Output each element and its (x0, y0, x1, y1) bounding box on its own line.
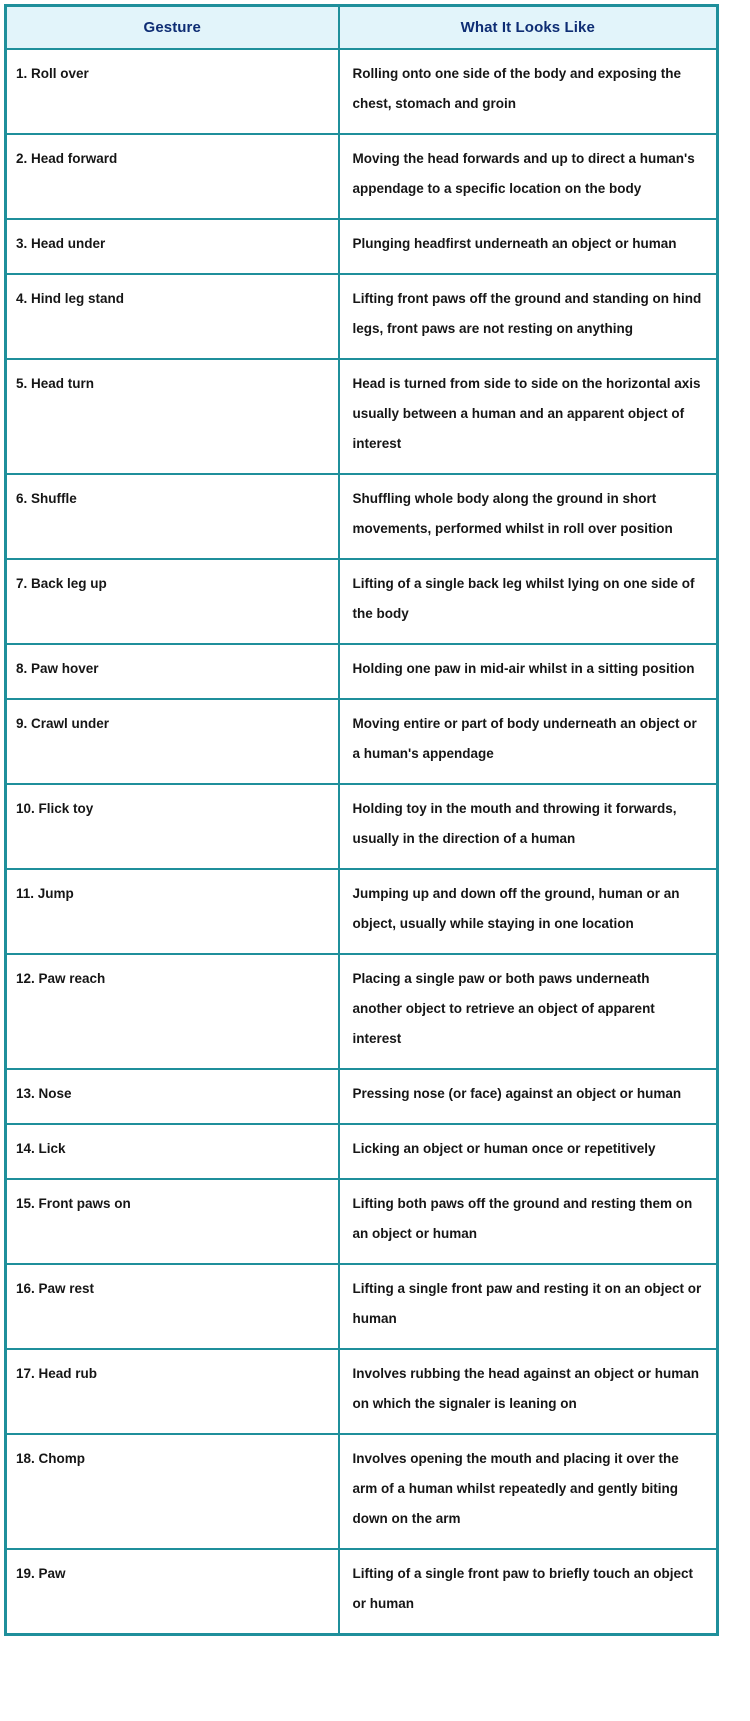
cell-description: Lifting of a single front paw to briefly touch an object or human (339, 1549, 718, 1635)
table-row (6, 474, 718, 559)
cell-gesture: 18. Chomp (6, 1434, 339, 1549)
table-row (6, 869, 718, 954)
table-body (6, 49, 718, 1635)
table-row (6, 1349, 718, 1434)
cell-gesture: 2. Head forward (6, 134, 339, 219)
cell-gesture: 4. Hind leg stand (6, 274, 339, 359)
cell-description: Lifting of a single back leg whilst lying on one side of the body (339, 559, 718, 644)
column-header-gesture: Gesture (6, 6, 339, 50)
cell-description: Licking an object or human once or repetitively (339, 1124, 718, 1179)
cell-gesture: 19. Paw (6, 1549, 339, 1635)
table-header-row (6, 6, 718, 50)
cell-gesture: 11. Jump (6, 869, 339, 954)
cell-gesture: 15. Front paws on (6, 1179, 339, 1264)
cell-description: Holding toy in the mouth and throwing it forwards, usually in the direction of a human (339, 784, 718, 869)
table-header (6, 6, 718, 50)
table-row (6, 954, 718, 1069)
column-header-description: What It Looks Like (339, 6, 718, 50)
cell-gesture: 5. Head turn (6, 359, 339, 474)
cell-description: Lifting both paws off the ground and resting them on an object or human (339, 1179, 718, 1264)
table-row (6, 49, 718, 134)
cell-gesture: 10. Flick toy (6, 784, 339, 869)
table-row (6, 644, 718, 699)
cell-description: Jumping up and down off the ground, human or an object, usually while staying in one location (339, 869, 718, 954)
table-row (6, 784, 718, 869)
cell-description: Head is turned from side to side on the horizontal axis usually between a human and an apparent object of interest (339, 359, 718, 474)
cell-gesture: 13. Nose (6, 1069, 339, 1124)
cell-description: Shuffling whole body along the ground in short movements, performed whilst in roll over position (339, 474, 718, 559)
table-row (6, 1434, 718, 1549)
gesture-table (4, 4, 719, 1636)
table-row (6, 559, 718, 644)
cell-gesture: 14. Lick (6, 1124, 339, 1179)
table-row (6, 1179, 718, 1264)
cell-description: Holding one paw in mid-air whilst in a sitting position (339, 644, 718, 699)
cell-description: Lifting a single front paw and resting it on an object or human (339, 1264, 718, 1349)
cell-description: Moving entire or part of body underneath an object or a human's appendage (339, 699, 718, 784)
table-row (6, 699, 718, 784)
cell-description: Plunging headfirst underneath an object or human (339, 219, 718, 274)
cell-gesture: 16. Paw rest (6, 1264, 339, 1349)
table-row (6, 1069, 718, 1124)
cell-gesture: 8. Paw hover (6, 644, 339, 699)
cell-gesture: 17. Head rub (6, 1349, 339, 1434)
table-row (6, 219, 718, 274)
cell-gesture: 9. Crawl under (6, 699, 339, 784)
table-row (6, 1264, 718, 1349)
table-row (6, 1549, 718, 1635)
cell-description: Pressing nose (or face) against an object or human (339, 1069, 718, 1124)
cell-description: Rolling onto one side of the body and exposing the chest, stomach and groin (339, 49, 718, 134)
cell-gesture: 12. Paw reach (6, 954, 339, 1069)
cell-gesture: 3. Head under (6, 219, 339, 274)
table-row (6, 134, 718, 219)
cell-description: Involves opening the mouth and placing it over the arm of a human whilst repeatedly and gently biting down on the arm (339, 1434, 718, 1549)
cell-description: Placing a single paw or both paws underneath another object to retrieve an object of apparent interest (339, 954, 718, 1069)
table-row (6, 274, 718, 359)
cell-gesture: 1. Roll over (6, 49, 339, 134)
cell-description: Moving the head forwards and up to direct a human's appendage to a specific location on the body (339, 134, 718, 219)
cell-gesture: 7. Back leg up (6, 559, 339, 644)
table-row (6, 359, 718, 474)
cell-description: Lifting front paws off the ground and standing on hind legs, front paws are not resting on anything (339, 274, 718, 359)
cell-description: Involves rubbing the head against an object or human on which the signaler is leaning on (339, 1349, 718, 1434)
table-row (6, 1124, 718, 1179)
cell-gesture: 6. Shuffle (6, 474, 339, 559)
